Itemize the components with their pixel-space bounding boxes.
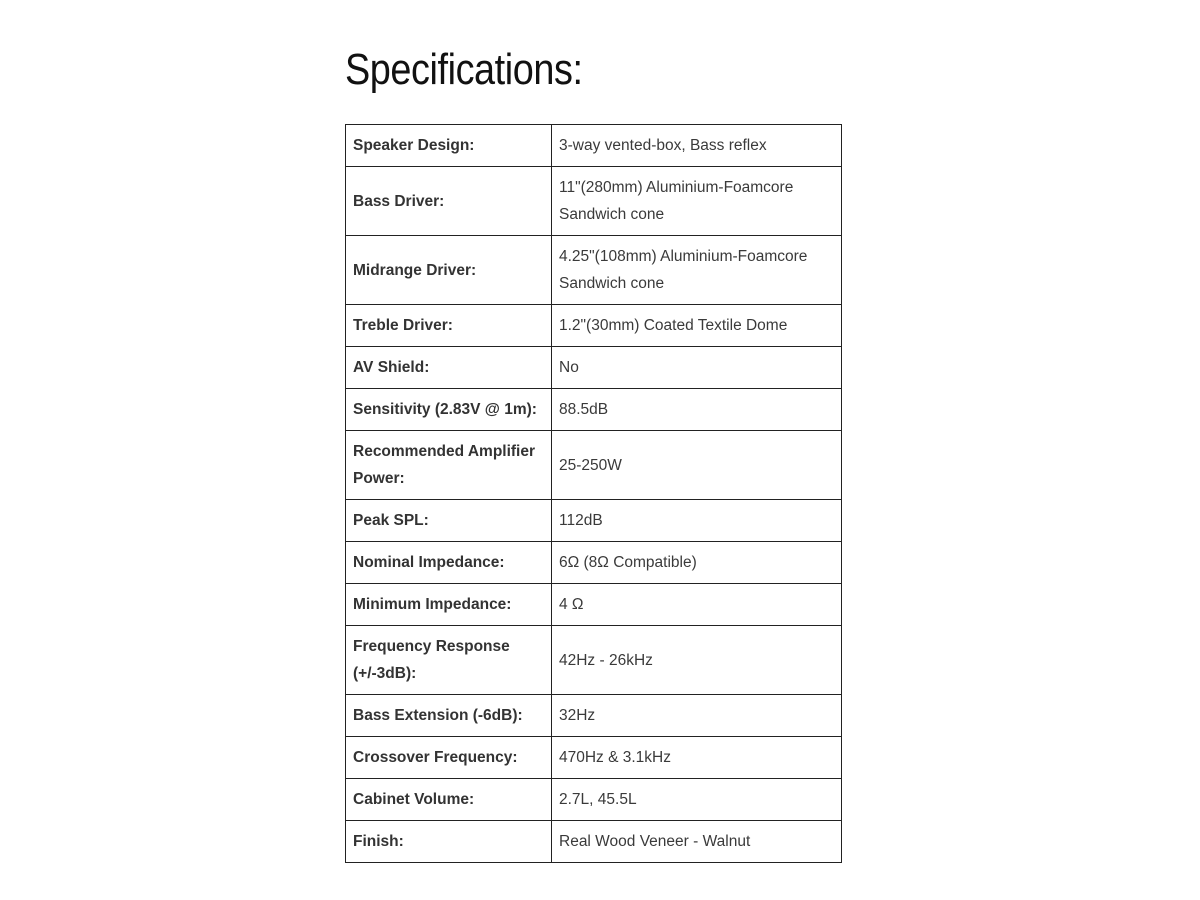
table-row [346,236,842,305]
page-title: Specifications: [345,45,583,94]
spec-value: 42Hz - 26kHz [552,626,842,695]
table-row [346,779,842,821]
spec-value: 112dB [552,500,842,542]
spec-value: 11"(280mm) Aluminium-Foamcore Sandwich cone [552,167,842,236]
spec-value: 3-way vented-box, Bass reflex [552,125,842,167]
spec-value: Real Wood Veneer - Walnut [552,821,842,863]
spec-label: AV Shield: [346,347,552,389]
specifications-table [345,124,842,863]
table-row [346,737,842,779]
table-row [346,584,842,626]
spec-value: 32Hz [552,695,842,737]
spec-label: Minimum Impedance: [346,584,552,626]
spec-label: Finish: [346,821,552,863]
table-row [346,389,842,431]
spec-value: 88.5dB [552,389,842,431]
spec-value: 1.2"(30mm) Coated Textile Dome [552,305,842,347]
table-row [346,626,842,695]
spec-label: Crossover Frequency: [346,737,552,779]
table-row [346,821,842,863]
spec-label: Cabinet Volume: [346,779,552,821]
spec-value: 4 Ω [552,584,842,626]
spec-label: Sensitivity (2.83V @ 1m): [346,389,552,431]
spec-value: 2.7L, 45.5L [552,779,842,821]
table-row [346,167,842,236]
spec-label: Frequency Response (+/-3dB): [346,626,552,695]
spec-value: 6Ω (8Ω Compatible) [552,542,842,584]
spec-label: Recommended Amplifier Power: [346,431,552,500]
spec-value: 25-250W [552,431,842,500]
table-row [346,695,842,737]
table-row [346,431,842,500]
table-row [346,500,842,542]
spec-value: 4.25"(108mm) Aluminium-Foamcore Sandwich cone [552,236,842,305]
spec-label: Nominal Impedance: [346,542,552,584]
spec-value: No [552,347,842,389]
spec-label: Bass Extension (-6dB): [346,695,552,737]
spec-value: 470Hz & 3.1kHz [552,737,842,779]
table-row [346,125,842,167]
spec-label: Bass Driver: [346,167,552,236]
table-row [346,347,842,389]
spec-label: Treble Driver: [346,305,552,347]
table-row [346,542,842,584]
table-row [346,305,842,347]
spec-label: Midrange Driver: [346,236,552,305]
spec-label: Speaker Design: [346,125,552,167]
spec-label: Peak SPL: [346,500,552,542]
